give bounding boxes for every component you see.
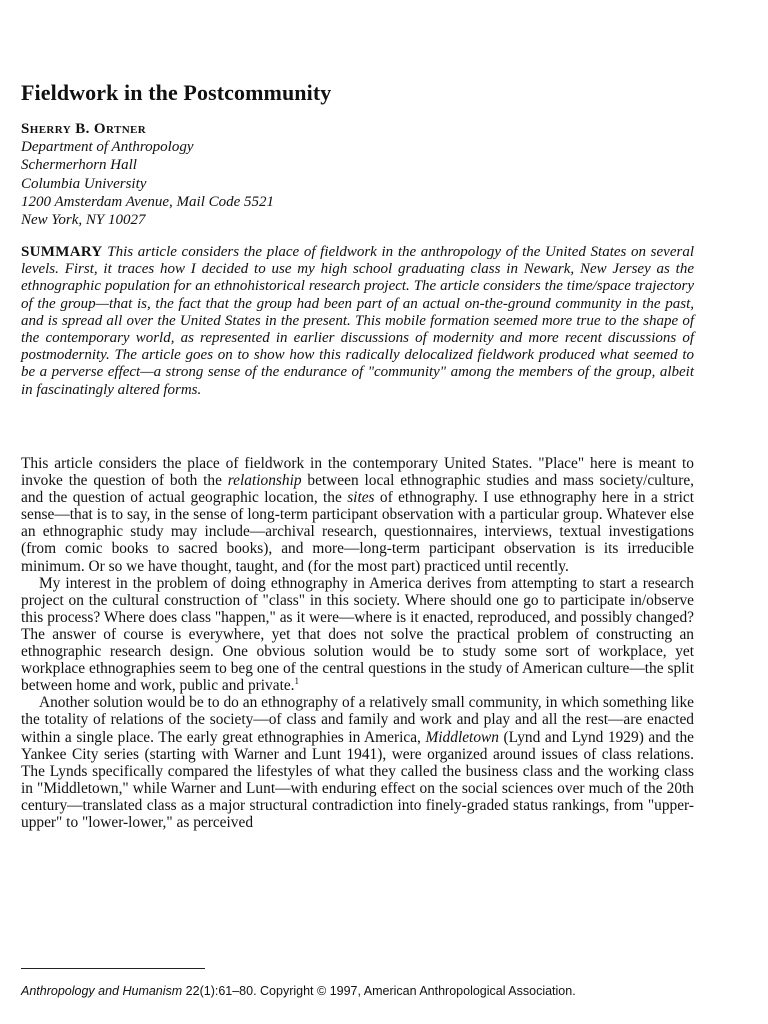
article-title: Fieldwork in the Postcommunity [21,80,332,105]
body-paragraph-1 [21,455,694,575]
affiliation-building: Schermerhorn Hall [21,157,137,174]
affiliation-department: Department of Anthropology [21,139,194,156]
author-name: Sherry B. Ortner [21,121,147,137]
body-paragraph-2 [21,575,694,695]
p1-text-b: between local ethnographic studies and mass society/culture, and the question of actual geographic location, the [21,472,694,507]
p1-emphasis-relationship: relationship [227,472,302,490]
footnote-rule [21,968,205,969]
p3-emphasis-middletown: Middletown [425,728,499,746]
body-paragraph-3 [21,694,694,831]
p1-emphasis-sites: sites [347,489,375,507]
summary-abstract [21,244,694,399]
p3-text-a: Another solution would be to do an ethnography of a relatively small community, in which something like the totality of relations of the society—of class and family and work and play and all the rest—are enacted within a single place. The early great ethnographies in America, [21,694,694,746]
journal-name: Anthropology and Humanism [21,984,183,998]
citation-text: 22(1):61–80. Copyright © 1997, American Anthropological Association. [182,984,576,998]
summary-label: SUMMARY [21,244,103,260]
affiliation-street: 1200 Amsterdam Avenue, Mail Code 5521 [21,193,275,210]
p1-text-a: This article considers the place of fieldwork in the contemporary United States. "Place" here is meant to invoke the question of both the [21,455,694,490]
p3-text-b: (Lynd and Lynd 1929) and the Yankee City series (starting with Warner and Lunt 1941), were organized around issues of class relations. The Lynds specifically compared the lifestyles of what they called the business class and the working class in "Middletown," while Warner and Lunt—with enduring effect on the social sciences over much of the 20th century—translated class as a major structural contradiction into finely-graded status rankings, from "upper-upper" to "lower-lower," as perceived [21,728,694,831]
citation-footer [21,984,576,998]
footnote-marker: 1 [294,676,300,687]
summary-text: This article considers the place of fieldwork in the anthropology of the United States on several levels. First, it traces how I decided to use my high school graduating class in Newark, New Jersey as the ethnographic population for an ethnohistorical research project. The article considers the time/space trajectory of the group—that is, the fact that the group had been part of an actual on-the-ground community in the past, and is spread all over the United States in the present. This mobile formation seemed more true to the shape of the contemporary world, as represented in earlier discussions of modernity and more recent discussions of postmodernity. The article goes on to show how this radically delocalized fieldwork produced what seemed to be a perverse effect—a strong sense of the endurance of "community" among the members of the group, albeit in fascinatingly altered forms. [21,244,694,398]
affiliation-city: New York, NY 10027 [21,212,146,229]
author-block [21,120,274,229]
p2-text: My interest in the problem of doing ethnography in America derives from attempting to start a research project on the cultural construction of "class" in this society. Where should one go to participate in/observe this process? Where does class "happen," as it were—where is it enacted, reproduced, and possibly changed? The answer of course is everywhere, yet that does not solve the practical problem of constructing an ethnographic research design. One obvious solution would be to study some sort of workplace, yet workplace ethnographies seem to beg one of the central questions in the study of American culture—the split between home and work, public and private. [21,574,694,695]
p1-text-c: of ethnography. I use ethnography here in a strict sense—that is to say, in the sense of long-term participant observation with a particular group. Whatever else an ethnographic study may include—archival research, questionnaires, interviews, textual investigations (from comic books to sacred books), and more—long-term participant observation is its irreducible minimum. Or so we have thought, taught, and (for the most part) practiced until recently. [21,489,694,575]
body-text [21,455,694,831]
affiliation-university: Columbia University [21,175,147,192]
